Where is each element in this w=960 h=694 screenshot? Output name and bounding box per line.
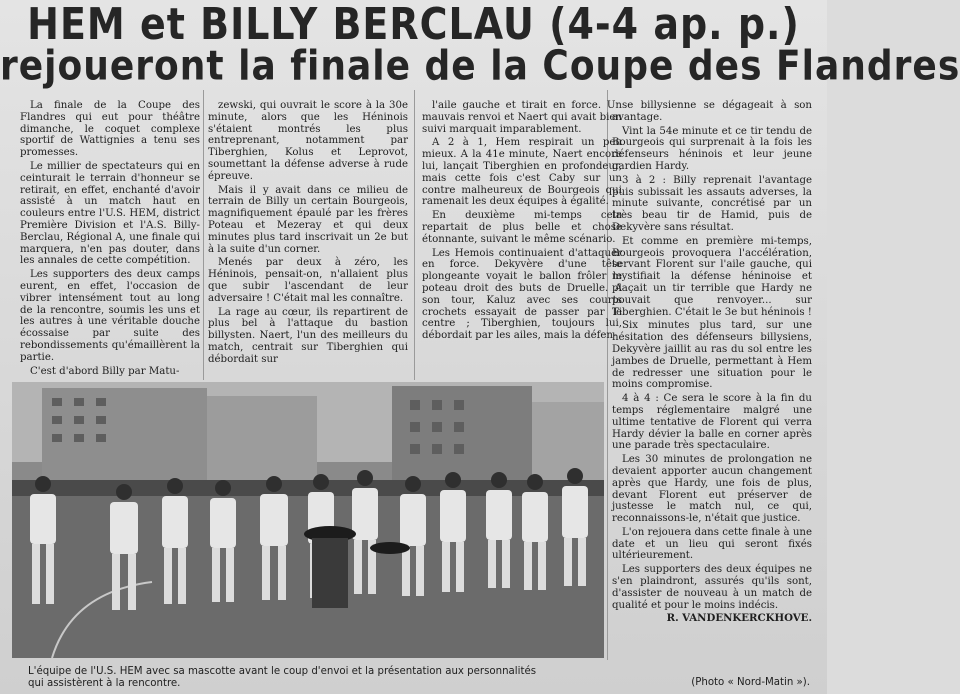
paragraph: A 2 à 1, Hem respirait un peu mieux. A la 41e minute, Naert encore lui, lançait Tiberghien en profondeur, mais cette fois c'est Caby sur un contre malheureux de Bourgeois qui ramenait les deux équipes à égalité. (422, 137, 622, 208)
team-photo (12, 382, 604, 658)
paragraph: l'aile gauche et tirait en force. Un mauvais renvoi et Naert qui avait bien suivi marquait imparablement. (422, 100, 622, 135)
paragraph: Le millier de spectateurs qui en ceinturait le terrain d'honneur se retirait, en effet, enchanté d'avoir assisté à un match haut en couleurs entre l'U.S. HEM, district Première Division et l'A.S. Billy-Berclau, Régional A, une finale qui marquera, n'en pas douter, dans les annales de cette compétition. (20, 160, 200, 267)
headline-line-1: HEM et BILLY BERCLAU (4-4 ap. p.) (27, 0, 800, 50)
paragraph: Vint la 54e minute et ce tir tendu de Bourgeois qui surprenait à la fois les défenseurs héninois et leur jeune gardien Hardy. (612, 125, 812, 172)
paragraph: 3 à 2 : Billy reprenait l'avantage puis subissait les assauts adverses, la minute suivante, concrétisé par un très beau tir de Hamid, puis de Dekyvère sans résultat. (612, 174, 812, 233)
paragraph: Menés par deux à zéro, les Héninois, pensait-on, n'allaient plus que subir l'ascendant de leur adversaire ! C'était mal les connaître. (208, 257, 408, 304)
paragraph: Les 30 minutes de prolongation ne devaient apporter aucun changement après que Hardy, une fois de plus, devant Florent eut préserver de justesse le match nul, ce qui, reconnaissons-le, n'était que justice. (612, 454, 812, 525)
caption-line-2: qui assistèrent à la rencontre. (28, 677, 181, 689)
photo-credit: (Photo « Nord-Matin »). (691, 677, 810, 688)
caption-line-1: L'équipe de l'U.S. HEM avec sa mascotte avant le coup d'envoi et la présentation aux personnalités (28, 666, 537, 677)
author-signature: R. VANDENKERCKHOVE. (666, 612, 812, 625)
paragraph: 4 à 4 : Ce sera le score à la fin du temps réglementaire malgré une ultime tentative de Florent qui verra Hardy dévier la balle en corner après une parade très spectaculaire. (612, 393, 812, 452)
article-column-4 (612, 100, 812, 658)
paragraph: L'on rejouera dans cette finale à une date et un lieu qui seront fixés ultérieurement. (612, 526, 812, 562)
column-rule (414, 90, 415, 380)
paragraph: La rage au cœur, ils repartirent de plus bel à l'attaque du bastion billysten. Naert, l'un des meilleurs du match, centrait sur Tiberghien qui débordait sur (208, 306, 408, 365)
paragraph: Les supporters des deux camps eurent, en effet, l'occasion de vibrer intensément tout au long de la rencontre, soumis les uns et les autres à une véritable douche écossaise par suite des rebondissements qu'émaillèrent la partie. (20, 269, 200, 363)
team-photo-illustration (12, 382, 604, 658)
paragraph: se billysienne se dégageait à son avantage. (612, 100, 812, 123)
paragraph: Et comme en première mi-temps, Bourgeois provoquera l'accélération, servant Florent sur l'aile gauche, qui mystifiait la défense héninoise et plaçait un tir terrible que Hardy ne pouvait que renvoyer... sur Tiberghien. C'était le 3e but héninois ! (612, 235, 812, 318)
column-rule (203, 90, 204, 380)
headline-line-2: rejoueront la finale de la Coupe des Flandres (0, 42, 960, 91)
paragraph: Les Hemois continuaient d'attaquer en force. Dekyvère d'une tête plongeante voyait le ballon frôler le poteau droit des buts de Druelle. A son tour, Kaluz avec ses courts crochets essayait de passer par le centre ; Tiberghien, toujours lui, débordait par les ailes, mais la défen- (422, 247, 622, 342)
paragraph: La finale de la Coupe des Flandres qui eut pour théâtre dimanche, le coquet complexe sportif de Wattignies a tenu ses promesses. (20, 100, 200, 159)
paragraph: Six minutes plus tard, sur une hésitation des défenseurs billysiens, Dekyvère jaillit au ras du sol entre les jambes de Druelle, permettant à Hem de redresser une situation pour le moins compromise. (612, 320, 812, 391)
paragraph: C'est d'abord Billy par Matu- (30, 365, 180, 377)
paragraph: En deuxième mi-temps cela repartait de plus belle et chose étonnante, suivant le même scénario. (422, 210, 622, 245)
paragraph: Mais il y avait dans ce milieu de terrain de Billy un certain Bourgeois, magnifiquement épaulé par les frères Poteau et Mezeray et qui deux minutes plus tard inscrivait un 2e but à la suite d'un corner. (208, 184, 408, 255)
paragraph: zewski, qui ouvrait le score à la 30e minute, alors que les Héninois s'étaient montrés les plus entreprenant, notamment par Tiberghien, Kolus et Leprovot, soumettant la défense adverse à rude épreuve. (208, 100, 408, 182)
article-column-2 (208, 100, 408, 385)
photo-caption (28, 666, 818, 689)
article-column-3 (422, 100, 622, 385)
article-column-1 (20, 100, 200, 385)
paragraph: Les supporters des deux équipes ne s'en plaindront, assurés qu'ils sont, d'assister de nouveau à un match de qualité et pour le moins indécis. (612, 564, 812, 611)
